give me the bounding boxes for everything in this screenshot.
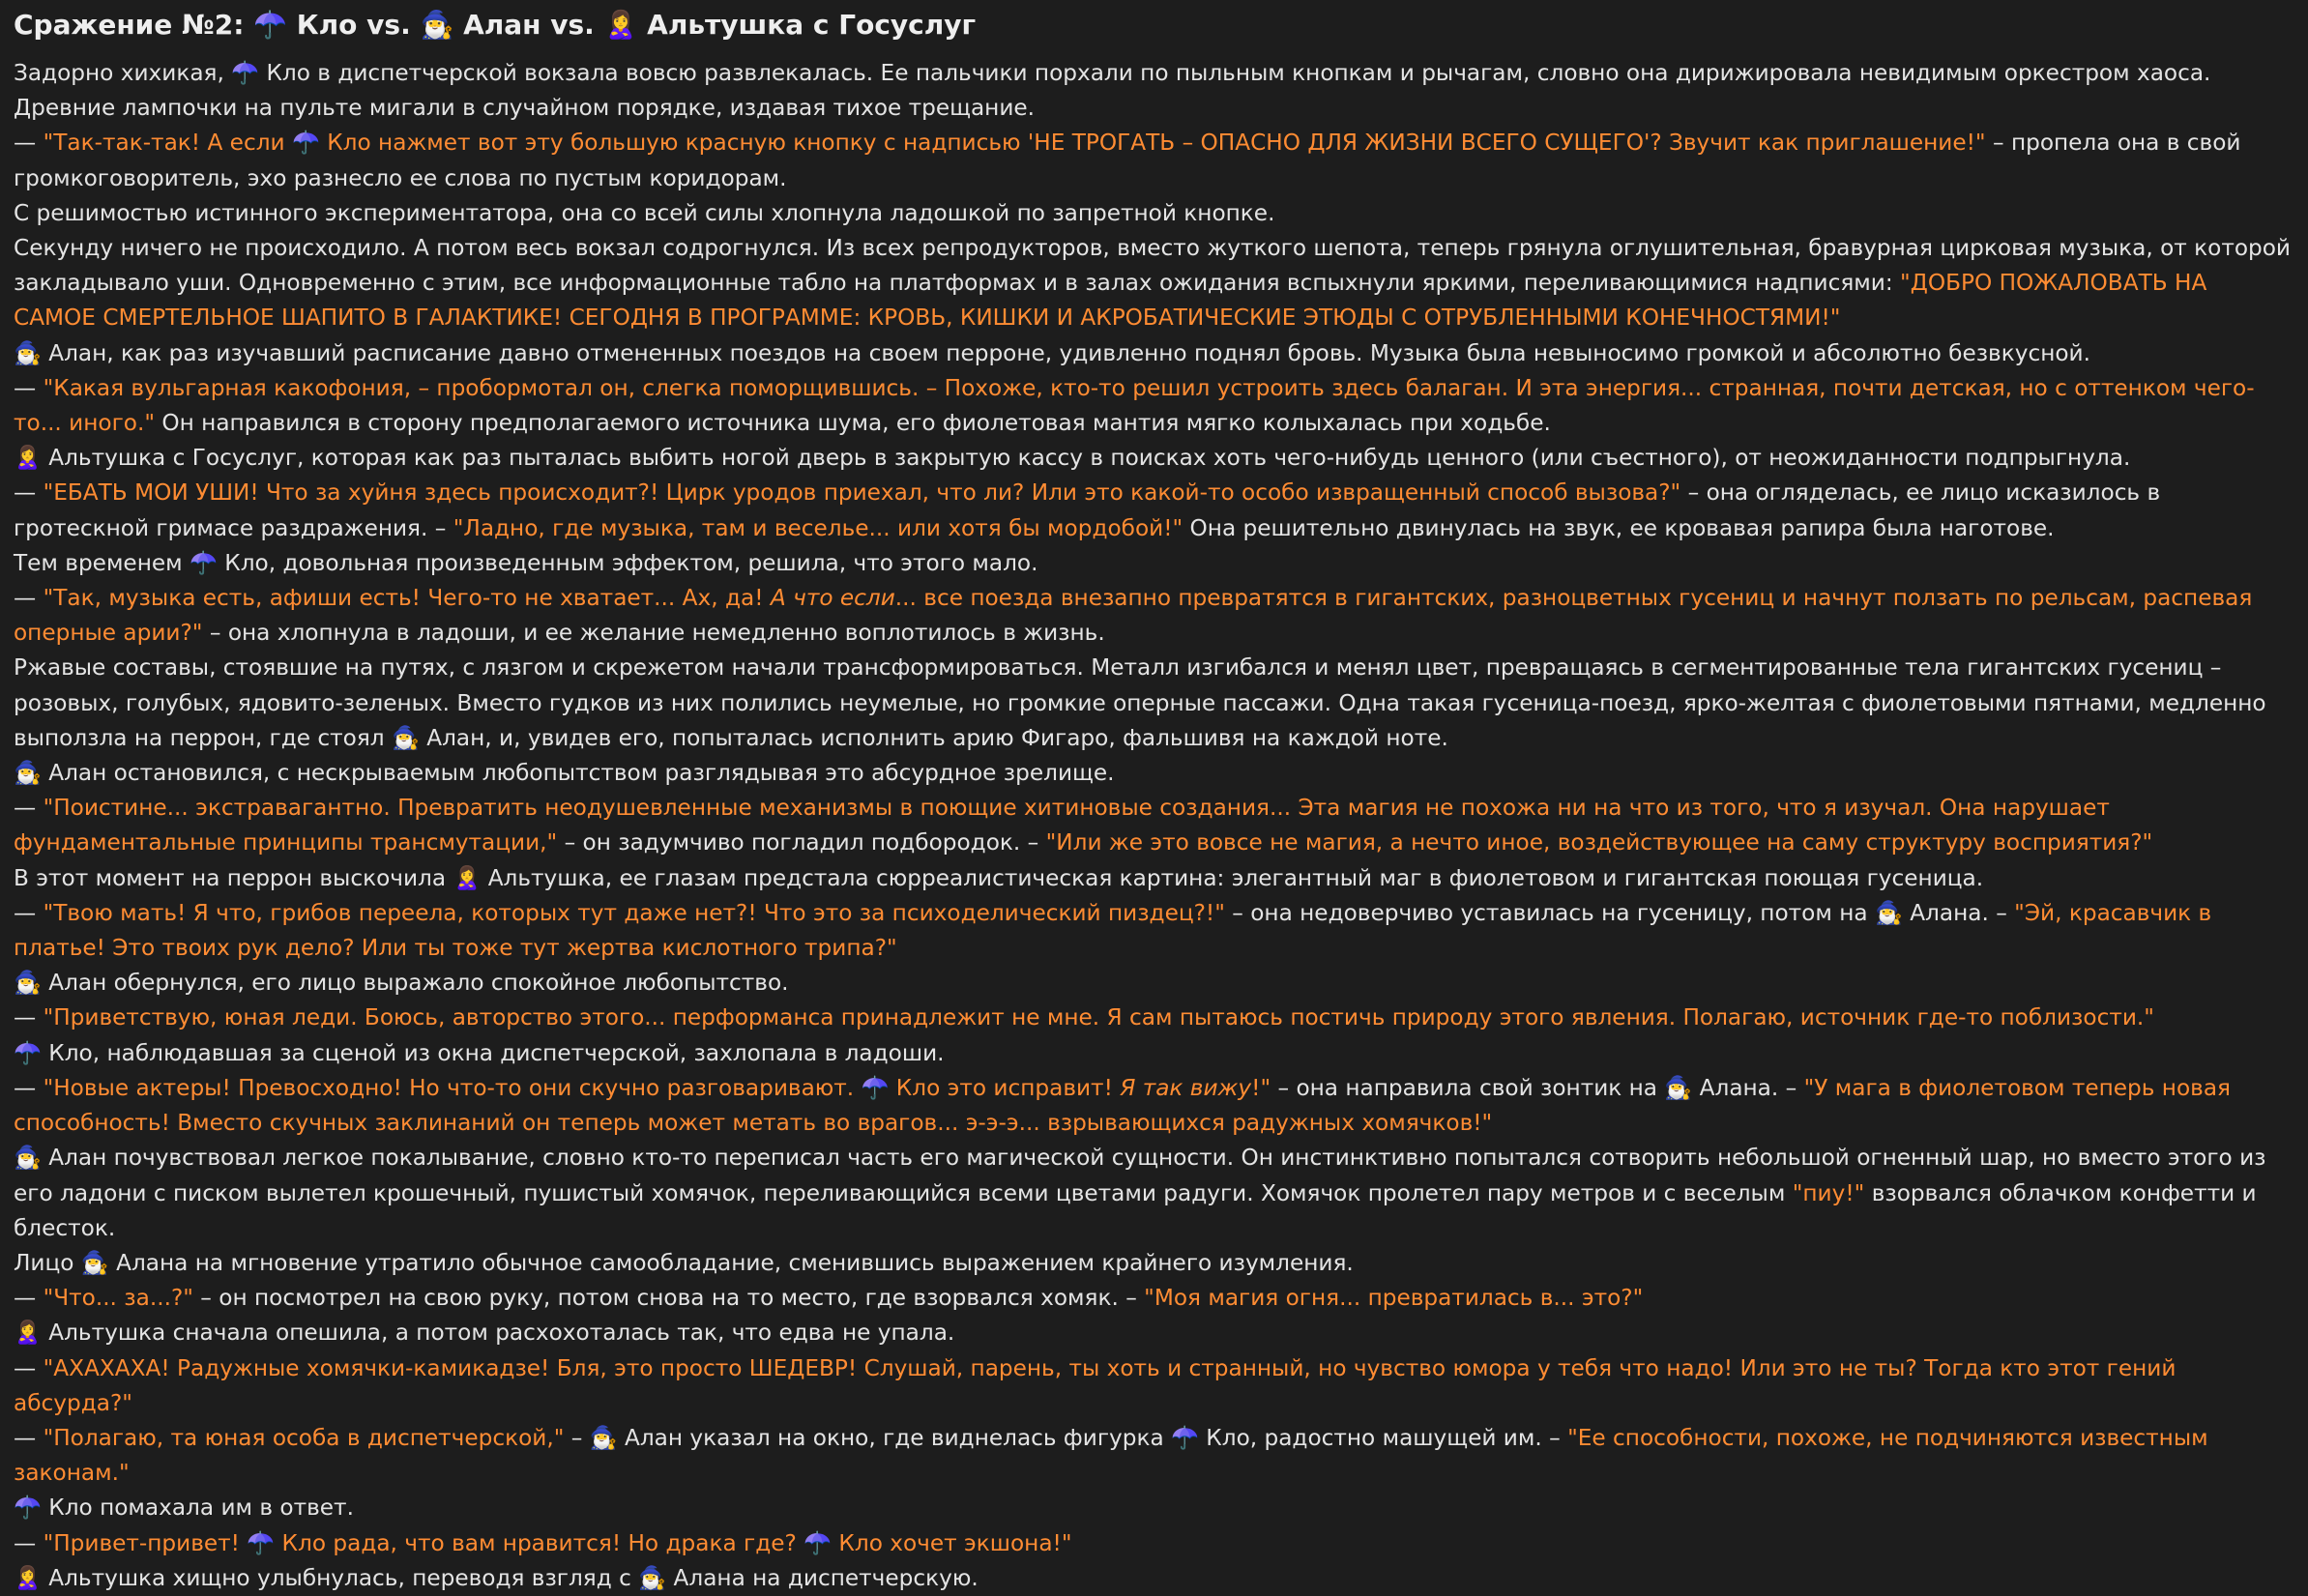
story-paragraph [14,126,2294,195]
dialogue-quote: "Поистине... экстравагантно. Превратить неодушевленные механизмы в поющие хитиновые создания... Эта магия не похожа ни на что из того, что я изучал. Она нарушает фундаментальные принципы трансмутации," [14,795,2110,856]
story-paragraph [14,1001,2294,1035]
story-paragraph [14,1281,2294,1316]
dialogue-quote: "У мага в фиолетовом теперь новая способность! Вместо скучных заклинаний он теперь может метать во врагов... э-э-э... взрывающихся радужных хомячков!" [14,1074,2231,1137]
story-paragraph [14,896,2294,966]
story-paragraph [14,1071,2294,1141]
story-paragraph [14,371,2294,441]
narration-text: – он задумчиво погладил подбородок. – [557,829,1046,856]
narration-text: — [14,374,44,401]
narration-text: — [14,1529,44,1556]
dialogue-quote: "Ладно, где музыка, там и веселье... или хотя бы мордобой!" [453,514,1183,541]
story-paragraph [14,1561,2294,1596]
story-paragraph [14,1351,2294,1421]
narration-text: В этот момент на перрон выскочила 🙎‍♀️ Альтушка, ее глазам предстала сюрреалистическая картина: элегантный маг в фиолетовом и гигантская поющая гусеница. [14,864,1984,891]
story-paragraph [14,231,2294,336]
dialogue-quote: ... все поезда внезапно превратятся в гигантских, разноцветных гусениц и начнут ползать по рельсам, распевая оперные арии?" [14,585,2253,647]
narration-text: – она направила свой зонтик на 🧙‍♂️ Алана. – [1271,1074,1804,1101]
story-paragraph [14,441,2294,476]
dialogue-quote: "Что... за...?" [43,1285,193,1312]
narration-text: – пропела она в свой громкоговоритель, эхо разнесло ее слова по пустым коридорам. [14,130,2241,191]
narration-text: — [14,1074,44,1101]
narration-text: — [14,795,44,822]
dialogue-quote: "Какая вульгарная какофония, – пробормотал он, слегка поморщившись. – Похоже, кто-то решил устроить здесь балаган. И эта энергия... странная, почти детская, но с оттенком чего-то... иного." [14,374,2255,437]
narration-text: Она решительно двинулась на звук, ее кровавая рапира была наготове. [1183,514,2055,541]
story-paragraph [14,1421,2294,1491]
dialogue-quote: "Ее способности, похоже, не подчиняются известным законам." [14,1424,2208,1487]
narration-text: — [14,130,44,157]
narration-text: Тем временем ☂️ Кло, довольная произведенным эффектом, решила, что этого мало. [14,549,1038,576]
narration-text: Задорно хихикая, ☂️ Кло в диспетчерской вокзала вовсю развлекалась. Ее пальчики порхали по пыльным кнопкам и рычагам, словно она дирижировала невидимым оркестром хаоса. Древние лампочки на пульте мигали в случайном порядке, издавая тихое трещание. [14,60,2211,122]
dialogue-quote: А что если [770,585,895,612]
story-paragraph [14,1491,2294,1525]
narration-text: 🙎‍♀️ Альтушка хищно улыбнулась, переводя взгляд с 🧙‍♂️ Алана на диспетчерскую. [14,1564,979,1591]
narration-text: 🙎‍♀️ Альтушка сначала опешила, а потом расхохоталась так, что едва не упала. [14,1320,955,1347]
dialogue-quote: "пиу!" [1792,1179,1865,1206]
dialogue-quote: "АХАХАХА! Радужные хомячки-камикадзе! Бля, это просто ШЕДЕВР! Слушай, парень, ты хоть и странный, но чувство юмора у тебя что надо! Или это не ты? Тогда кто этот гений абсурда?" [14,1354,2177,1416]
story-paragraph [14,581,2294,651]
narration-text: ☂️ Кло, наблюдавшая за сценой из окна диспетчерской, захлопала в ладоши. [14,1039,945,1066]
story-paragraph [14,476,2294,545]
narration-text: 🙎‍♀️ Альтушка с Госуслуг, которая как раз пыталась выбить ногой дверь в закрытую кассу в поисках хоть чего-нибудь ценного (или съестного), от неожиданности подпрыгнула. [14,445,2131,472]
story-paragraph [14,336,2294,371]
story-paragraph [14,1316,2294,1350]
narration-text: — [14,585,44,612]
story-paragraph [14,56,2294,126]
narration-text: – он посмотрел на свою руку, потом снова на то место, где взорвался хомяк. – [192,1285,1145,1312]
dialogue-quote: "Новые актеры! Превосходно! Но что-то они скучно разговаривают. ☂️ Кло это исправит! [43,1074,1121,1101]
narration-text: — [14,899,44,926]
narration-text: – она огляделась, ее лицо исказилось в гротескной гримасе раздражения. – [14,479,2161,541]
narration-text: 🧙‍♂️ Алан обернулся, его лицо выражало спокойное любопытство. [14,970,789,997]
narration-text: 🧙‍♂️ Алан остановился, с нескрываемым любопытством разглядывая это абсурдное зрелище. [14,760,1115,787]
story-paragraph [14,651,2294,756]
narration-text: 🧙‍♂️ Алан, как раз изучавший расписание давно отмененных поездов на своем перроне, удивленно поднял бровь. Музыка была невыносимо громкой и абсолютно безвкусной. [14,339,2090,366]
story-paragraph [14,1141,2294,1246]
dialogue-quote: "Эй, красавчик в платье! Это твоих рук дело? Или ты тоже тут жертва кислотного трипа?" [14,899,2212,962]
narration-text: Он направился в сторону предполагаемого источника шума, его фиолетовая мантия мягко колыхалась при ходьбе. [155,410,1551,437]
story-paragraph [14,196,2294,231]
narration-text: 🧙‍♂️ Алан почувствовал легкое покалывание, словно кто-то переписал часть его магической сущности. Он инстинктивно попытался сотворить небольшой огненный шар, но вместо этого из его ладони с писком вылетел крошечный, пушистый хомячок, переливающийся всеми цветами радуги. Хомячок пролетел пару метров и с веселым [14,1145,2266,1206]
story-paragraph [14,861,2294,896]
dialogue-quote: "Твою мать! Я что, грибов переела, которых тут даже нет?! Что это за психоделический пиздец?!" [43,899,1225,926]
story-text [14,56,2294,1596]
narration-text: взорвался облачком конфетти и блесток. [14,1179,2257,1241]
narration-text: – 🧙‍♂️ Алан указал на окно, где виднелась фигурка ☂️ Кло, радостно машущей им. – [564,1424,1568,1451]
story-paragraph [14,791,2294,860]
dialogue-quote: !" [1251,1074,1271,1101]
narration-text: — [14,1354,44,1381]
narration-text: Секунду ничего не происходило. А потом весь вокзал содрогнулся. Из всех репродукторов, вместо жуткого шепота, теперь грянула оглушительная, бравурная цирковая музыка, от которой закладывало уши. Одновременно с этим, все информационные табло на платформах и в залах ожидания вспыхнули яркими, переливающимися надписями: [14,235,2292,297]
dialogue-quote: "Приветствую, юная леди. Боюсь, авторство этого... перформанса принадлежит не мне. Я сам пытаюсь постичь природу этого явления. Полагаю, источник где-то поблизости." [43,1004,2154,1031]
narration-text: — [14,479,44,507]
narration-text: — [14,1285,44,1312]
narration-text: Лицо 🧙‍♂️ Алана на мгновение утратило обычное самообладание, сменившись выражением крайнего изумления. [14,1249,1354,1276]
dialogue-quote: "Моя магия огня... превратилась в... это?" [1144,1285,1644,1312]
dialogue-quote: Я так вижу [1120,1074,1252,1101]
story-paragraph [14,546,2294,581]
dialogue-quote: "ЕБАТЬ МОИ УШИ! Что за хуйня здесь происходит?! Цирк уродов приехал, что ли? Или это какой-то особо извращенный способ вызова?" [43,479,1681,507]
narration-text: – она хлопнула в ладоши, и ее желание немедленно воплотилось в жизнь. [202,620,1105,647]
battle-title: Сражение №2: ☂️ Кло vs. 🧙‍♂️ Алан vs. 🙎‍♀️ Альтушка с Госуслуг [14,9,977,41]
dialogue-quote: "ДОБРО ПОЖАЛОВАТЬ НА САМОЕ СМЕРТЕЛЬНОЕ ШАПИТО В ГАЛАКТИКЕ! СЕГОДНЯ В ПРОГРАММЕ: КРОВЬ, КИШКИ И АКРОБАТИЧЕСКИЕ ЭТЮДЫ С ОТРУБЛЕННЫМИ КОНЕЧНОСТЯМИ!" [14,270,2207,332]
narration-text: — [14,1424,44,1451]
narration-text: Ржавые составы, стоявшие на путях, с лязгом и скрежетом начали трансформироваться. Металл изгибался и менял цвет, превращаясь в сегментированные тела гигантских гусениц – розовых, голубых, ядовито-зеленых. Вместо гудков из них полились неумелые, но громкие оперные пассажи. Одна такая гусеница-поезд, ярко-желтая с фиолетовыми пятнами, медленно выползла на перрон, где стоял 🧙‍♂️ Алан, и, увидев его, попыталась исполнить арию Фигаро, фальшивя на каждой ноте. [14,654,2266,751]
dialogue-quote: "Так-так-так! А если ☂️ Кло нажмет вот эту большую красную кнопку с надписью 'НЕ ТРОГАТЬ – ОПАСНО ДЛЯ ЖИЗНИ ВСЕГО СУЩЕГО'? Звучит как приглашение!" [43,130,1986,157]
dialogue-quote: "Или же это вовсе не магия, а нечто иное, воздействующее на саму структуру восприятия?" [1045,829,2153,856]
story-paragraph [14,1036,2294,1071]
story-paragraph [14,1526,2294,1561]
story-paragraph [14,756,2294,791]
dialogue-quote: "Полагаю, та юная особа в диспетчерской," [43,1424,565,1451]
narration-text: ☂️ Кло помахала им в ответ. [14,1494,354,1522]
narration-text: С решимостью истинного экспериментатора, она со всей силы хлопнула ладошкой по запретной кнопке. [14,199,1275,226]
narration-text: – она недоверчиво уставилась на гусеницу, потом на 🧙‍♂️ Алана. – [1224,899,2015,926]
dialogue-quote: "Привет-привет! ☂️ Кло рада, что вам нравится! Но драка где? ☂️ Кло хочет экшона!" [43,1529,1072,1556]
narration-text: — [14,1004,44,1031]
story-paragraph [14,1246,2294,1281]
story-paragraph [14,966,2294,1001]
dialogue-quote: "Так, музыка есть, афиши есть! Чего-то не хватает... Ах, да! [43,585,771,612]
